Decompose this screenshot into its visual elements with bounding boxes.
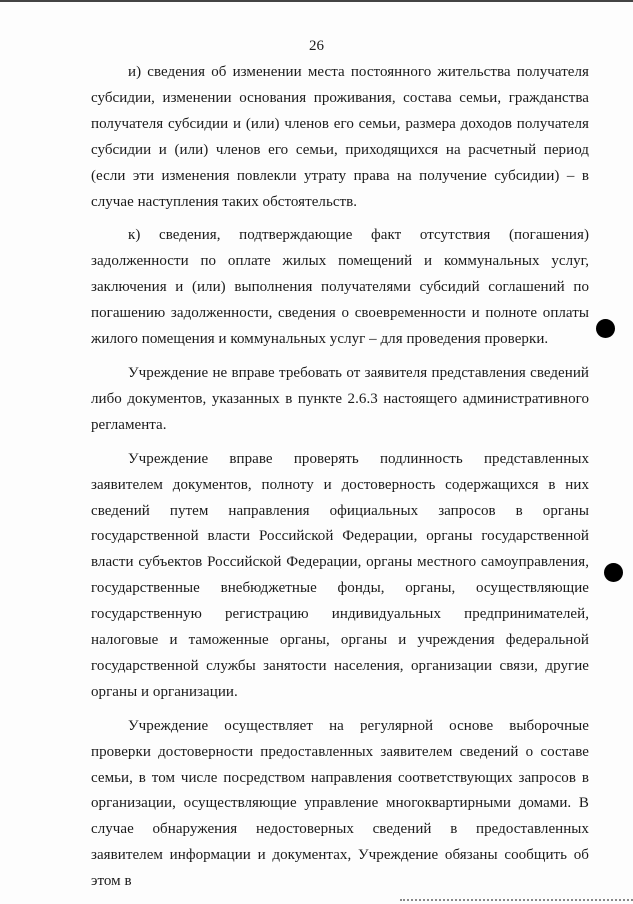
paragraph-item-k: к) сведения, подтверждающие факт отсутствия (погашения) задолженности по оплате жилых помещений и коммунальных услуг, заключения и (или) выполнения получателями субсидий соглашений по погашению задолженности, сведения о своевременности и полноте оплаты жилого помещения и коммунальных услуг – для проведения проверки. bbox=[91, 227, 589, 348]
page-top-edge bbox=[0, 0, 633, 2]
paragraph-selective-checks: Учреждение осуществляет на регулярной основе выборочные проверки достоверности предоставленных заявителем сведений о составе семьи, в том числе посредством направления соответствующих запросов в организации, осуществляющие управление многоквартирными домами. В случае обнаружения недостоверных сведений в предоставленных заявителем информации и документах, Учреждение обязаны сообщить об этом в bbox=[91, 717, 589, 890]
paragraph-item-i: и) сведения об изменении места постоянного жительства получателя субсидии, изменении основания проживания, состава семьи, гражданства получателя субсидии и (или) членов его семьи, размера доходов получателя субсидии и (или) членов его семьи, приходящихся на расчетный период (если эти изменения повлекли утрату права на получение субсидии) – в случае наступления таких обстоятельств. bbox=[91, 64, 589, 210]
scan-bottom-edge bbox=[400, 899, 633, 903]
document-body bbox=[91, 60, 589, 895]
paragraph-verification-rights: Учреждение вправе проверять подлинность представленных заявителем документов, полноту и достоверность содержащихся в них сведений путем направления официальных запросов в органы государственной власти Российской Федерации, органы государственной власти субъектов Российской Федерации, органы местного самоуправления, государственные внебюджетные фонды, органы, осуществляющие государственную регистрацию индивидуальных предпринимателей, налоговые и таможенные органы, органы и учреждения федеральной государственной службы занятости населения, организации связи, другие органы и организации. bbox=[91, 450, 589, 700]
page-number: 26 bbox=[309, 38, 324, 54]
binder-hole-mark bbox=[604, 563, 623, 582]
binder-hole-mark bbox=[596, 319, 615, 338]
paragraph-restriction: Учреждение не вправе требовать от заявителя представления сведений либо документов, указанных в пункте 2.6.3 настоящего административного регламента. bbox=[91, 364, 589, 433]
